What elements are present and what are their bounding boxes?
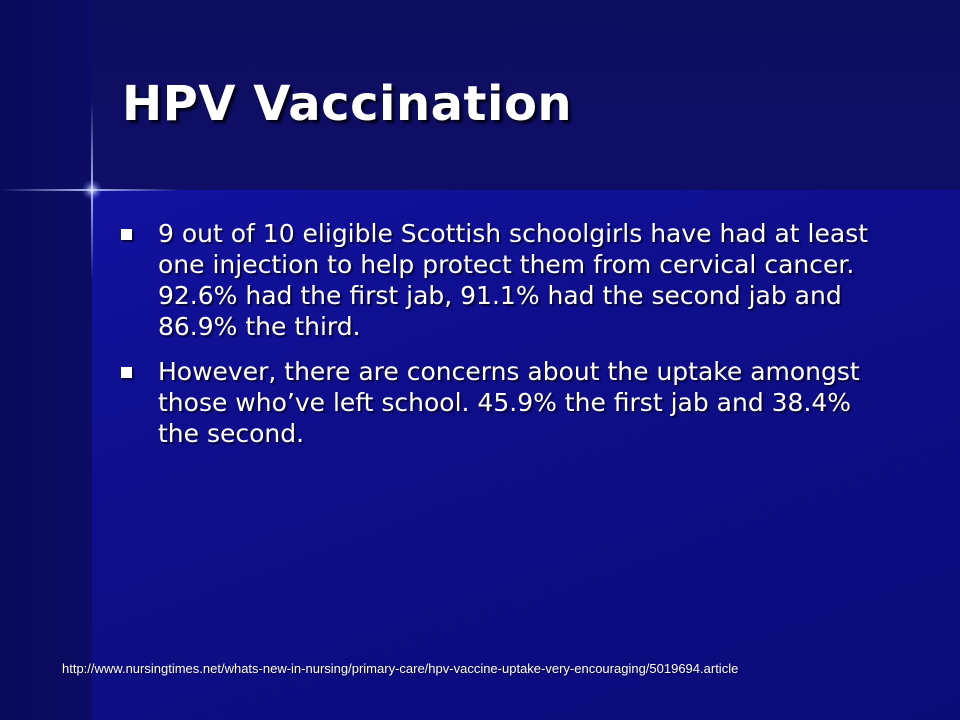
source-link[interactable]: http://www.nursingtimes.net/whats-new-in-nursing/primary-care/hpv-vaccine-uptake-very-encouraging/5019694.article (62, 661, 739, 676)
left-band (0, 0, 92, 720)
bullet-text: 9 out of 10 eligible Scottish schoolgirls have had at least one injection to help protect them from cervical cancer. 92.6% had the first jab, 91.1% had the second jab and 86.9% the third. (158, 219, 869, 341)
bullet-item (118, 218, 888, 342)
bullet-item (118, 356, 888, 449)
slide-title: HPV Vaccination (122, 76, 573, 132)
bullet-list (118, 218, 888, 463)
square-bullet-icon (121, 367, 132, 378)
square-bullet-icon (121, 229, 132, 240)
sparkle-glow (82, 180, 102, 200)
bullet-text: However, there are concerns about the uptake amongst those who’ve left school. 45.9% the first jab and 38.4% the second. (158, 357, 860, 448)
